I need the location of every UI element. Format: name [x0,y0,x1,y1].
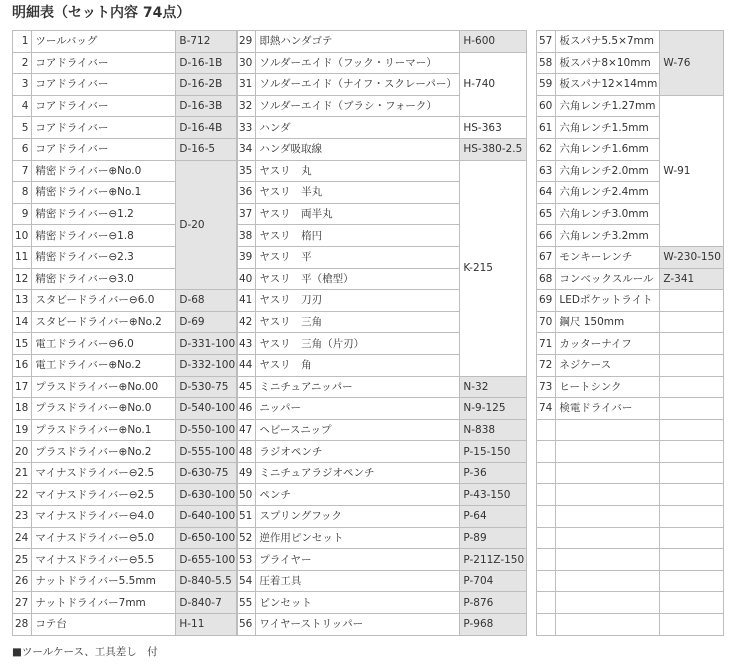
table-row [537,592,724,614]
item-number: 59 [537,74,556,96]
item-number: 10 [13,225,32,247]
table-row [537,506,724,528]
item-name: ニッパー [256,398,460,420]
item-name: ヤスリ 両半丸 [256,203,460,225]
table-row [537,311,724,333]
empty-cell [556,419,660,441]
item-number: 70 [537,311,556,333]
item-number: 74 [537,398,556,420]
table-row [237,376,527,398]
item-number: 43 [237,333,256,355]
item-number: 33 [237,117,256,139]
item-name: ヤスリ 丸 [256,160,460,182]
item-number: 31 [237,74,256,96]
item-code-empty [660,398,724,420]
item-code: P-876 [460,592,527,614]
item-number: 27 [13,592,32,614]
table-row [13,398,238,420]
item-code: D-16-2B [176,74,238,96]
item-number: 71 [537,333,556,355]
item-code: D-69 [176,311,238,333]
parts-table-col-1 [12,30,238,636]
item-name: ミニチュアニッパー [256,376,460,398]
item-name: スタビードライバー⊖6.0 [32,290,176,312]
item-number: 16 [13,354,32,376]
item-name: ヤスリ 三角（片刃） [256,333,460,355]
empty-cell [537,462,556,484]
item-number: 73 [537,376,556,398]
table-row [537,246,724,268]
table-row [537,31,724,53]
table-row [537,484,724,506]
table-row [13,333,238,355]
item-number: 66 [537,225,556,247]
table-row [537,527,724,549]
item-code: D-530-75 [176,376,238,398]
item-number: 72 [537,354,556,376]
item-code: N-838 [460,419,527,441]
item-number: 58 [537,52,556,74]
item-name: コテ台 [32,614,176,636]
empty-cell [660,419,724,441]
item-code: W-230-150 [660,246,724,268]
empty-cell [556,506,660,528]
table-row [13,527,238,549]
item-code: D-630-100 [176,484,238,506]
table-row [237,441,527,463]
table-row [237,506,527,528]
table-row [13,484,238,506]
item-name: 電工ドライバー⊖6.0 [32,333,176,355]
item-number: 17 [13,376,32,398]
table-row [537,419,724,441]
item-name: 六角レンチ2.0mm [556,160,660,182]
item-number: 19 [13,419,32,441]
table-row [537,333,724,355]
item-code: P-704 [460,570,527,592]
item-code: D-840-5.5 [176,570,238,592]
item-name: LEDポケットライト [556,290,660,312]
item-number: 53 [237,549,256,571]
table-row [13,138,238,160]
item-number: 25 [13,549,32,571]
item-name: ソルダーエイド（フック・リーマー） [256,52,460,74]
item-number: 56 [237,614,256,636]
table-row [237,419,527,441]
item-number: 22 [13,484,32,506]
item-name: ラジオペンチ [256,441,460,463]
item-name: スプリングフック [256,506,460,528]
empty-cell [660,484,724,506]
item-name: 精密ドライバー⊕No.0 [32,160,176,182]
item-number: 67 [537,246,556,268]
item-code: P-211Z-150 [460,549,527,571]
item-code: D-655-100 [176,549,238,571]
item-number: 2 [13,52,32,74]
item-name: ヤスリ 半丸 [256,182,460,204]
table-row [537,398,724,420]
table-row [237,52,527,74]
item-code: D-332-100 [176,354,238,376]
item-code: W-76 [660,31,724,96]
item-number: 24 [13,527,32,549]
item-code: D-550-100 [176,419,238,441]
item-name: ソルダーエイド（ブラシ・フォーク） [256,95,460,117]
item-code: D-16-1B [176,52,238,74]
item-number: 38 [237,225,256,247]
item-name: スタビードライバー⊕No.2 [32,311,176,333]
item-number: 42 [237,311,256,333]
item-number: 39 [237,246,256,268]
item-number: 69 [537,290,556,312]
item-name: マイナスドライバー⊖2.5 [32,462,176,484]
table-row [237,31,527,53]
item-code: N-9-125 [460,398,527,420]
table-row [13,376,238,398]
item-name: モンキーレンチ [556,246,660,268]
item-number: 62 [537,138,556,160]
item-number: 14 [13,311,32,333]
table-row [237,117,527,139]
item-name: ワイヤーストリッパー [256,614,460,636]
item-code: H-740 [460,52,527,117]
item-number: 49 [237,462,256,484]
item-name: 六角レンチ1.6mm [556,138,660,160]
item-code: H-11 [176,614,238,636]
item-name: ハンダ [256,117,460,139]
table-row [13,290,238,312]
table-row [237,398,527,420]
item-name: 逆作用ピンセット [256,527,460,549]
parts-table-col-3 [536,30,724,636]
empty-cell [537,570,556,592]
item-name: ナットドライバー5.5mm [32,570,176,592]
item-name: コアドライバー [32,95,176,117]
item-number: 13 [13,290,32,312]
empty-cell [537,527,556,549]
item-name: 電工ドライバー⊕No.2 [32,354,176,376]
item-number: 18 [13,398,32,420]
item-name: 板スパナ5.5×7mm [556,31,660,53]
item-number: 52 [237,527,256,549]
parts-table-col-2 [236,30,527,636]
item-code-empty [660,354,724,376]
item-name: 板スパナ8×10mm [556,52,660,74]
table-row [537,614,724,636]
item-code: H-600 [460,31,527,53]
item-number: 41 [237,290,256,312]
item-number: 7 [13,160,32,182]
item-name: ヤスリ 三角 [256,311,460,333]
empty-cell [556,527,660,549]
item-number: 55 [237,592,256,614]
item-number: 37 [237,203,256,225]
empty-cell [556,484,660,506]
table-row [13,354,238,376]
empty-cell [537,441,556,463]
item-number: 28 [13,614,32,636]
item-code: P-15-150 [460,441,527,463]
empty-cell [537,549,556,571]
item-name: ハンダ吸取線 [256,138,460,160]
item-number: 35 [237,160,256,182]
item-code: D-555-100 [176,441,238,463]
table-row [237,160,527,182]
item-name: 検電ドライバー [556,398,660,420]
item-name: ヤスリ 楕円 [256,225,460,247]
item-name: プラスドライバー⊕No.00 [32,376,176,398]
table-row [237,614,527,636]
item-name: 精密ドライバー⊕No.1 [32,182,176,204]
item-number: 57 [537,31,556,53]
item-code: D-331-100 [176,333,238,355]
item-code: D-16-3B [176,95,238,117]
item-number: 48 [237,441,256,463]
table-row [13,549,238,571]
table-row [13,74,238,96]
empty-cell [537,614,556,636]
item-code-empty [660,311,724,333]
item-code: D-640-100 [176,506,238,528]
item-number: 4 [13,95,32,117]
table-row [13,160,238,182]
table-row [237,527,527,549]
item-name: 六角レンチ3.2mm [556,225,660,247]
item-name: ナットドライバー7mm [32,592,176,614]
item-name: マイナスドライバー⊖2.5 [32,484,176,506]
table-row [13,462,238,484]
item-name: ヒートシンク [556,376,660,398]
item-name: 六角レンチ2.4mm [556,182,660,204]
item-number: 51 [237,506,256,528]
item-number: 21 [13,462,32,484]
empty-cell [660,527,724,549]
empty-cell [660,614,724,636]
item-number: 11 [13,246,32,268]
item-name: コアドライバー [32,138,176,160]
item-number: 9 [13,203,32,225]
table-row [13,311,238,333]
item-code: N-32 [460,376,527,398]
item-number: 44 [237,354,256,376]
item-code: K-215 [460,160,527,376]
item-number: 34 [237,138,256,160]
table-row [537,441,724,463]
item-code: D-20 [176,160,238,290]
item-number: 30 [237,52,256,74]
item-name: プラスドライバー⊕No.0 [32,398,176,420]
item-name: コアドライバー [32,74,176,96]
item-name: マイナスドライバー⊖4.0 [32,506,176,528]
empty-cell [660,506,724,528]
item-number: 45 [237,376,256,398]
empty-cell [660,549,724,571]
empty-cell [660,570,724,592]
item-name: ミニチュアラジオペンチ [256,462,460,484]
item-number: 64 [537,182,556,204]
empty-cell [537,484,556,506]
item-number: 50 [237,484,256,506]
item-name: コンベックスルール [556,268,660,290]
empty-cell [556,592,660,614]
item-name: ピンセット [256,592,460,614]
item-code: D-540-100 [176,398,238,420]
item-name: ヤスリ 刀刃 [256,290,460,312]
table-row [13,52,238,74]
item-number: 36 [237,182,256,204]
item-code: P-43-150 [460,484,527,506]
item-number: 68 [537,268,556,290]
item-code: D-16-4B [176,117,238,139]
table-row [537,462,724,484]
table-row [237,138,527,160]
item-number: 12 [13,268,32,290]
item-name: ヘビースニップ [256,419,460,441]
table-row [537,268,724,290]
item-name: 即熱ハンダゴテ [256,31,460,53]
item-code: D-68 [176,290,238,312]
item-number: 40 [237,268,256,290]
table-row [13,592,238,614]
empty-cell [660,592,724,614]
item-name: コアドライバー [32,52,176,74]
item-number: 5 [13,117,32,139]
item-number: 29 [237,31,256,53]
item-number: 15 [13,333,32,355]
item-number: 26 [13,570,32,592]
item-name: ヤスリ 平 [256,246,460,268]
item-number: 23 [13,506,32,528]
table-row [13,31,238,53]
item-name: プライヤー [256,549,460,571]
table-row [13,441,238,463]
item-code: D-630-75 [176,462,238,484]
item-code: HS-380-2.5 [460,138,527,160]
table-row [13,95,238,117]
table-row [537,549,724,571]
table-row [537,570,724,592]
item-name: マイナスドライバー⊖5.5 [32,549,176,571]
item-name: コアドライバー [32,117,176,139]
item-name: 精密ドライバー⊖2.3 [32,246,176,268]
item-name: ソルダーエイド（ナイフ・スクレーパー） [256,74,460,96]
item-number: 47 [237,419,256,441]
item-code-empty [660,290,724,312]
item-name: ツールバッグ [32,31,176,53]
item-name: プラスドライバー⊕No.1 [32,419,176,441]
item-name: プラスドライバー⊕No.2 [32,441,176,463]
item-number: 46 [237,398,256,420]
item-code: B-712 [176,31,238,53]
table-row [13,117,238,139]
item-code-empty [660,376,724,398]
empty-cell [556,441,660,463]
item-name: 六角レンチ3.0mm [556,203,660,225]
item-name: ヤスリ 平（槍型） [256,268,460,290]
table-row [13,419,238,441]
item-name: マイナスドライバー⊖5.0 [32,527,176,549]
item-code: P-64 [460,506,527,528]
item-name: ネジケース [556,354,660,376]
item-name: ペンチ [256,484,460,506]
item-number: 3 [13,74,32,96]
item-code: W-91 [660,95,724,246]
item-code: D-650-100 [176,527,238,549]
item-name: 六角レンチ1.5mm [556,117,660,139]
item-number: 32 [237,95,256,117]
table-row [537,376,724,398]
table-row [237,592,527,614]
empty-cell [556,462,660,484]
item-code: P-968 [460,614,527,636]
table-row [237,570,527,592]
item-code: Z-341 [660,268,724,290]
empty-cell [556,549,660,571]
item-number: 6 [13,138,32,160]
item-name: 精密ドライバー⊖3.0 [32,268,176,290]
item-name: カッターナイフ [556,333,660,355]
footnote: ■ツールケース、工具差し 付 [12,646,158,658]
item-name: 鋼尺 150mm [556,311,660,333]
item-number: 8 [13,182,32,204]
item-code: D-16-5 [176,138,238,160]
page-title: 明細表（セット内容 74点） [12,5,191,21]
empty-cell [660,441,724,463]
empty-cell [660,462,724,484]
empty-cell [537,592,556,614]
empty-cell [537,419,556,441]
item-number: 63 [537,160,556,182]
item-number: 65 [537,203,556,225]
table-row [237,462,527,484]
item-code: P-89 [460,527,527,549]
item-name: 精密ドライバー⊖1.2 [32,203,176,225]
item-name: 圧着工具 [256,570,460,592]
item-name: ヤスリ 角 [256,354,460,376]
item-number: 20 [13,441,32,463]
table-row [237,484,527,506]
item-name: 精密ドライバー⊖1.8 [32,225,176,247]
empty-cell [556,570,660,592]
item-code-empty [660,333,724,355]
item-code: D-840-7 [176,592,238,614]
table-row [537,95,724,117]
item-number: 1 [13,31,32,53]
item-number: 61 [537,117,556,139]
empty-cell [537,506,556,528]
table-row [13,614,238,636]
table-row [537,290,724,312]
item-number: 54 [237,570,256,592]
item-number: 60 [537,95,556,117]
item-name: 六角レンチ1.27mm [556,95,660,117]
item-code: P-36 [460,462,527,484]
item-name: 板スパナ12×14mm [556,74,660,96]
table-row [13,570,238,592]
item-code: HS-363 [460,117,527,139]
table-row [237,549,527,571]
table-row [13,506,238,528]
empty-cell [556,614,660,636]
table-row [537,354,724,376]
